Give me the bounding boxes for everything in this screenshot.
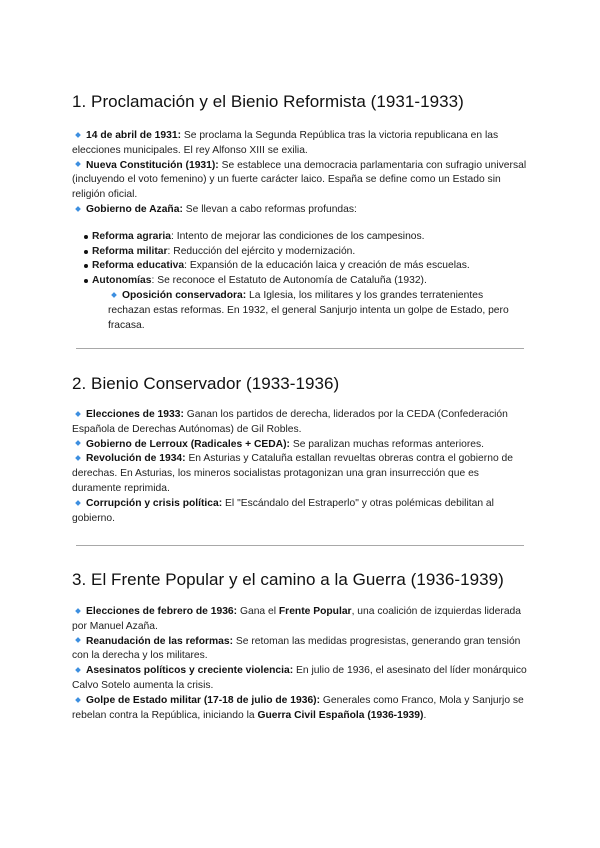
- section-3: [72, 570, 528, 723]
- diamond-bullet-icon: [75, 132, 81, 138]
- reforms-list: [72, 230, 528, 289]
- diamond-bullet-icon: [75, 206, 81, 212]
- bullet-dot-icon: [84, 250, 88, 254]
- section-1: [72, 92, 528, 333]
- diamond-bullet-icon: [75, 500, 81, 506]
- paragraph-elections-1936: Elecciones de febrero de 1936: Gana el Frente Popular, una coalición de izquierdas liderada por Manuel Azaña.: [72, 606, 521, 632]
- diamond-bullet-icon: [75, 638, 81, 644]
- diamond-bullet-icon: [75, 411, 81, 417]
- paragraph-conservative-opposition: Oposición conservadora: La Iglesia, los militares y los grandes terratenientes rechazan estas reformas. En 1932, el general Sanjurjo intenta un golpe de Estado, pero fracasa.: [108, 289, 509, 331]
- paragraph-lerroux-government: Gobierno de Lerroux (Radicales + CEDA): Se paralizan muchas reformas anteriores.: [72, 438, 528, 453]
- divider: [76, 348, 524, 349]
- diamond-bullet-icon: [75, 455, 81, 461]
- list-item: Reforma agraria: Intento de mejorar las condiciones de los campesinos.: [72, 230, 528, 245]
- divider: [76, 545, 524, 546]
- list-item: Reforma educativa: Expansión de la educación laica y creación de más escuelas.: [72, 259, 528, 274]
- diamond-bullet-icon: [75, 667, 81, 673]
- section-1-title: 1. Proclamación y el Bienio Reformista (1931-1933): [72, 92, 464, 111]
- section-3-title: 3. El Frente Popular y el camino a la Guerra (1936-1939): [72, 570, 504, 589]
- paragraph-elections-1933: Elecciones de 1933: Ganan los partidos de derecha, liderados por la CEDA (Confederación Española de Derechas Autónomas) de Gil Robles.: [72, 409, 508, 435]
- section-2: [72, 374, 528, 526]
- paragraph-azana-government: Gobierno de Azaña: Se llevan a cabo reformas profundas:: [72, 203, 528, 218]
- diamond-bullet-icon: [75, 697, 81, 703]
- paragraph-proclamation: 14 de abril de 1931: Se proclama la Segunda República tras la victoria republicana en las elecciones municipales. El rey Alfonso XIII se exilia.: [72, 130, 499, 156]
- bullet-dot-icon: [84, 235, 88, 239]
- bullet-dot-icon: [84, 279, 88, 283]
- diamond-bullet-icon: [111, 292, 117, 298]
- paragraph-constitution: Nueva Constitución (1931): Se establece una democracia parlamentaria con sufragio universal (incluyendo el voto femenino) y un fuerte carácter laico. España se define como un Estado sin religión oficial.: [72, 159, 527, 201]
- diamond-bullet-icon: [75, 441, 81, 447]
- paragraph-revolution-1934: Revolución de 1934: En Asturias y Cataluña estallan revueltas obreras contra el gobierno de derechas. En Asturias, los mineros socialistas protagonizan una gran insurrección que es duramente reprimida.: [72, 453, 513, 494]
- list-item: Autonomías: Se reconoce el Estatuto de Autonomía de Cataluña (1932).: [72, 274, 528, 289]
- diamond-bullet-icon: [75, 162, 81, 168]
- paragraph-political-violence: Asesinatos políticos y creciente violencia: En julio de 1936, el asesinato del líder monárquico Calvo Sotelo aumenta la crisis.: [72, 665, 527, 691]
- section-2-title: 2. Bienio Conservador (1933-1936): [72, 374, 340, 393]
- paragraph-corruption-crisis: Corrupción y crisis política: El "Escándalo del Estraperlo" y otras polémicas debilitan al gobierno.: [72, 497, 494, 524]
- bullet-dot-icon: [84, 264, 88, 268]
- paragraph-reforms-resumed: Reanudación de las reformas: Se retoman las medidas progresistas, generando gran tensión con la derecha y los militares.: [72, 635, 521, 662]
- paragraph-military-coup: Golpe de Estado militar (17-18 de julio de 1936): Generales como Franco, Mola y Sanjurjo se rebelan contra la República, iniciando la Guerra Civil Española (1936-1939).: [72, 694, 524, 721]
- list-item: Reforma militar: Reducción del ejército y modernización.: [72, 245, 528, 260]
- diamond-bullet-icon: [75, 608, 81, 614]
